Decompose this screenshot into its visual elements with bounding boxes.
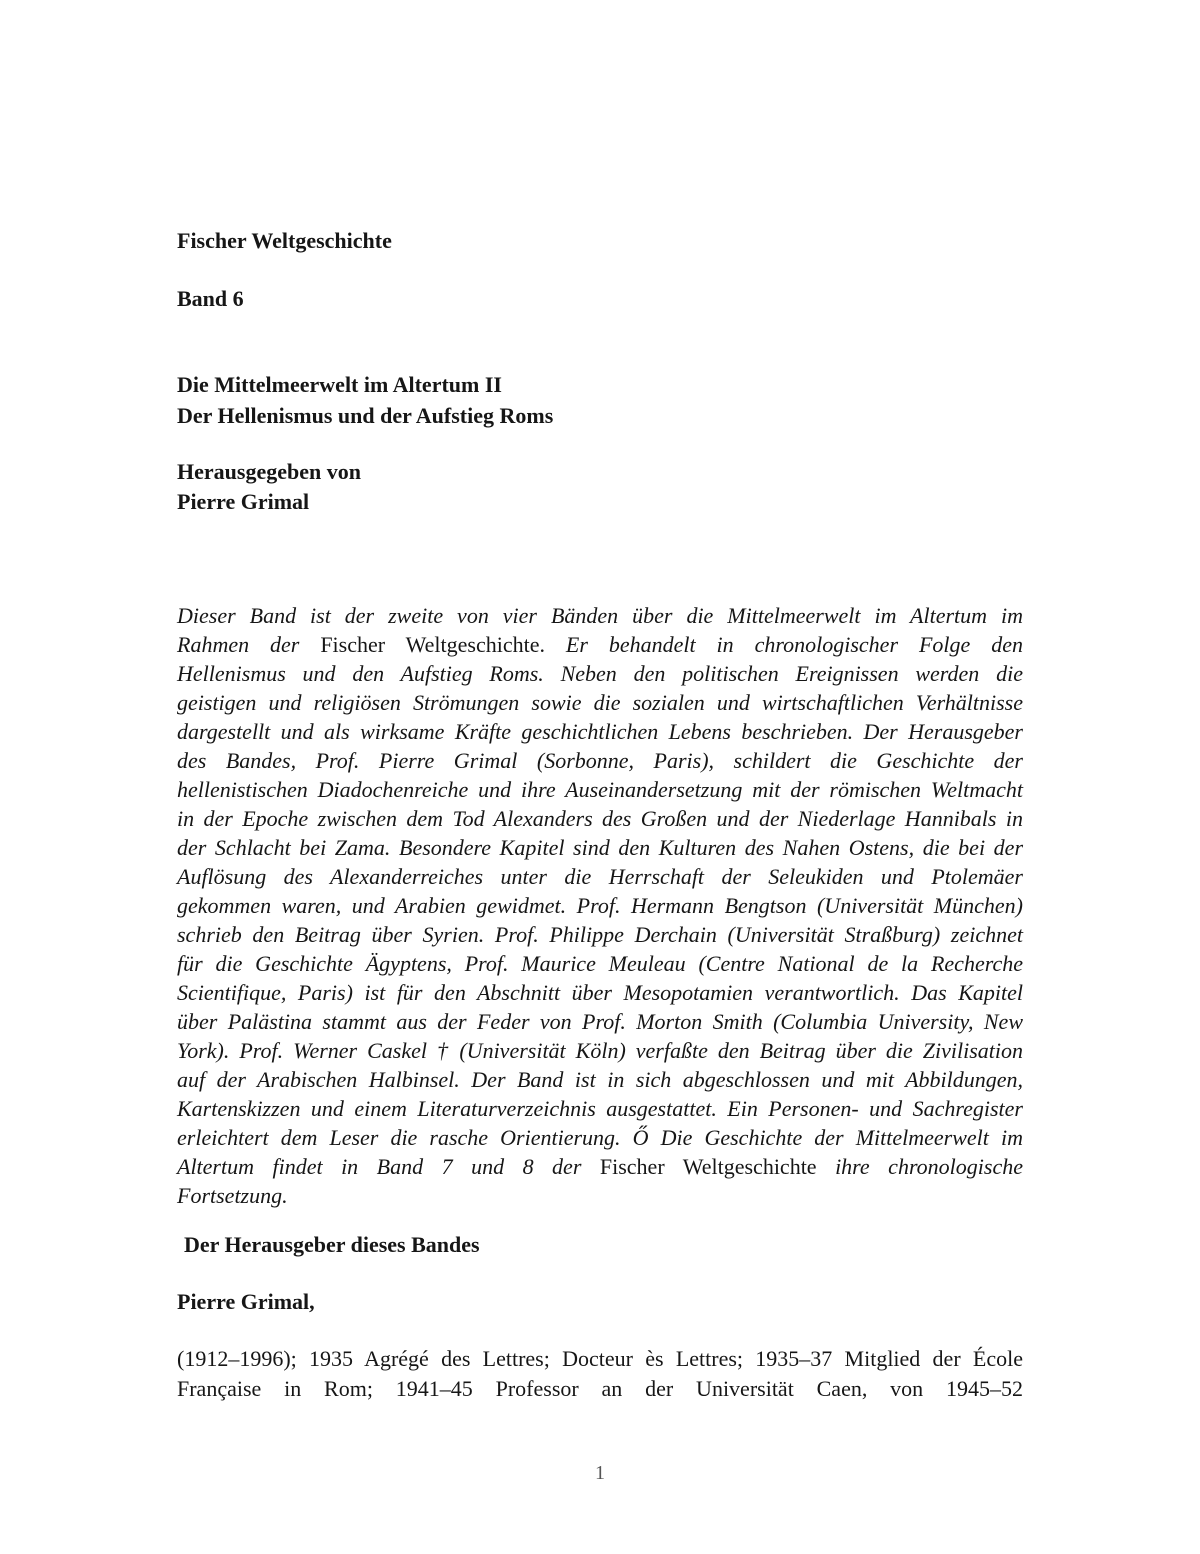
description-segment: Dieser Band ist der zweite von vier Bänden über die Mittelmeerwelt im Altertum im Rahmen der	[177, 603, 1023, 657]
description-segment: Fischer Weltgeschichte.	[320, 632, 545, 657]
editor-credit	[177, 457, 1023, 517]
editor-name: Pierre Grimal	[177, 489, 310, 514]
editor-label: Herausgegeben von	[177, 459, 361, 484]
editor-section-heading: Der Herausgeber dieses Bandes	[184, 1232, 480, 1257]
series-title: Fischer Weltgeschichte	[177, 228, 392, 253]
editor-bio-name: Pierre Grimal,	[177, 1289, 315, 1314]
page-number: 1	[595, 1462, 605, 1484]
book-title-line2: Der Hellenismus und der Aufstieg Roms	[177, 403, 554, 428]
description-segment: Fischer Weltgeschichte	[599, 1154, 817, 1179]
volume-number: Band 6	[177, 286, 244, 311]
editor-bio-text: (1912–1996); 1935 Agrégé des Lettres; Docteur ès Lettres; 1935–37 Mitglied der École Française in Rom; 1941–45 Professor an der Universität Caen, von 1945–52	[177, 1346, 1023, 1401]
book-description-paragraph	[177, 601, 1023, 1210]
description-segment: ihre chronologische Fortsetzung.	[177, 1154, 1024, 1208]
book-title	[177, 369, 1023, 431]
description-segment: Er behandelt in chronologischer Folge den Hellenismus und den Aufstieg Roms. Neben den politischen Ereignissen werden die geistigen und religiösen Strömungen sowie die sozialen und wirtschaftlichen Verhältnisse dargestellt und als wirksame Kräfte geschichtlichen Lebens beschrieben. Der Herausgeber des Bandes, Prof. Pierre Grimal (Sorbonne, Paris), schildert die Geschichte der hellenistischen Diadochenreiche und ihre Auseinandersetzung mit der römischen Weltmacht in der Epoche zwischen dem Tod Alexanders des Großen und der Niederlage Hannibals in der Schlacht bei Zama. Besondere Kapitel sind den Kulturen des Nahen Ostens, die bei der Auflösung des Alexanderreiches unter die Herrschaft der Seleukiden und Ptolemäer gekommen waren, und Arabien gewidmet. Prof. Hermann Bengtson (Universität München) schrieb den Beitrag über Syrien. Prof. Philippe Derchain (Universität Straßburg) zeichnet für die Geschichte Ägyptens, Prof. Maurice Meuleau (Centre National de la Recherche Scientifique, Paris) ist für den Abschnitt über Mesopotamien verantwortlich. Das Kapitel über Palästina stammt aus der Feder von Prof. Morton Smith (Columbia University, New York). Prof. Werner Caskel † (Universität Köln) verfaßte den Beitrag über die Zivilisation auf der Arabischen Halbinsel. Der Band ist in sich abgeschlossen und mit Abbildungen, Kartenskizzen und einem Literaturverzeichnis ausgestattet. Ein Personen- und Sachregister erleichtert dem Leser die rasche Orientierung. Ő Die Geschichte der Mittelmeerwelt im Altertum findet in Band 7 und 8 der	[177, 632, 1023, 1179]
book-title-line1: Die Mittelmeerwelt im Altertum II	[177, 372, 502, 397]
